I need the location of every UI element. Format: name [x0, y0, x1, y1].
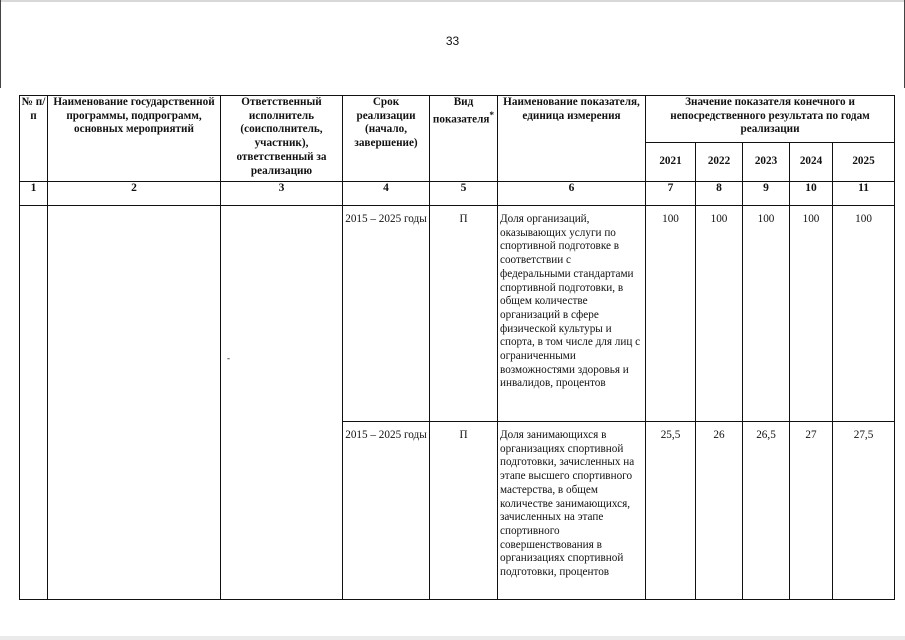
header-indicator-name: Наименование показателя, единица измерения [498, 96, 646, 182]
header-period: Срок реализации (начало, завершение) [343, 96, 430, 182]
header-row-1 [20, 96, 895, 143]
column-number: 11 [833, 182, 895, 206]
cell-value-2021: 100 [646, 206, 696, 422]
header-indicator-type-label: Вид показателя [432, 96, 490, 126]
header-year-2024: 2024 [790, 143, 833, 182]
indicators-table [19, 95, 895, 600]
cell-period: 2015 – 2025 годы [343, 422, 430, 600]
cell-value-2024: 100 [790, 206, 833, 422]
scan-edge-bottom [0, 636, 905, 640]
table-row [20, 206, 895, 422]
column-number: 9 [743, 182, 790, 206]
cell-indicator-name: Доля организаций, оказывающих услуги по спортивной подготовке в соответствии с федеральными стандартами спортивной подготовки, в общем количестве организаций в сфере физической культуры и спорта, в том числе для лиц с ограниченными возможностями здоровья и инвалидов, процентов [498, 206, 646, 422]
column-number: 8 [696, 182, 743, 206]
header-program-name: Наименование государственной программы, подпрограмм, основных мероприятий [48, 96, 221, 182]
cell-program-empty [48, 206, 221, 600]
cell-value-2025: 27,5 [833, 422, 895, 600]
cell-period: 2015 – 2025 годы [343, 206, 430, 422]
header-indicator-type [430, 96, 498, 182]
header-year-2021: 2021 [646, 143, 696, 182]
cell-indicator-type: П [430, 422, 498, 600]
column-number: 4 [343, 182, 430, 206]
scan-mark: - [227, 353, 230, 363]
column-number: 2 [48, 182, 221, 206]
header-year-2025: 2025 [833, 143, 895, 182]
footnote-mark: * [489, 110, 495, 121]
cell-number-empty [20, 206, 48, 600]
header-year-2023: 2023 [743, 143, 790, 182]
cell-indicator-type: П [430, 206, 498, 422]
cell-value-2025: 100 [833, 206, 895, 422]
cell-value-2021: 25,5 [646, 422, 696, 600]
header-values-group: Значение показателя конечного и непосредственного результата по годам реализации [646, 96, 895, 143]
cell-value-2023: 26,5 [743, 422, 790, 600]
header-year-2022: 2022 [696, 143, 743, 182]
cell-value-2022: 100 [696, 206, 743, 422]
cell-value-2024: 27 [790, 422, 833, 600]
cell-value-2023: 100 [743, 206, 790, 422]
column-numbers-row [20, 182, 895, 206]
page-number: 33 [445, 34, 460, 48]
column-number: 10 [790, 182, 833, 206]
column-number: 3 [221, 182, 343, 206]
cell-indicator-name: Доля занимающихся в организациях спортивной подготовки, зачисленных на этапе высшего спортивного мастерства, в общем количестве занимающихся, зачисленных на этапе спортивного совершенствования в организациях спортивной подготовки, процентов [498, 422, 646, 600]
header-executor: Ответственный исполнитель (соисполнитель, участник), ответственный за реализацию [221, 96, 343, 182]
scan-edge-top [0, 0, 905, 2]
column-number: 7 [646, 182, 696, 206]
column-number: 1 [20, 182, 48, 206]
column-number: 5 [430, 182, 498, 206]
column-number: 6 [498, 182, 646, 206]
cell-executor-empty [221, 206, 343, 600]
cell-value-2022: 26 [696, 422, 743, 600]
header-number: № п/п [20, 96, 48, 182]
